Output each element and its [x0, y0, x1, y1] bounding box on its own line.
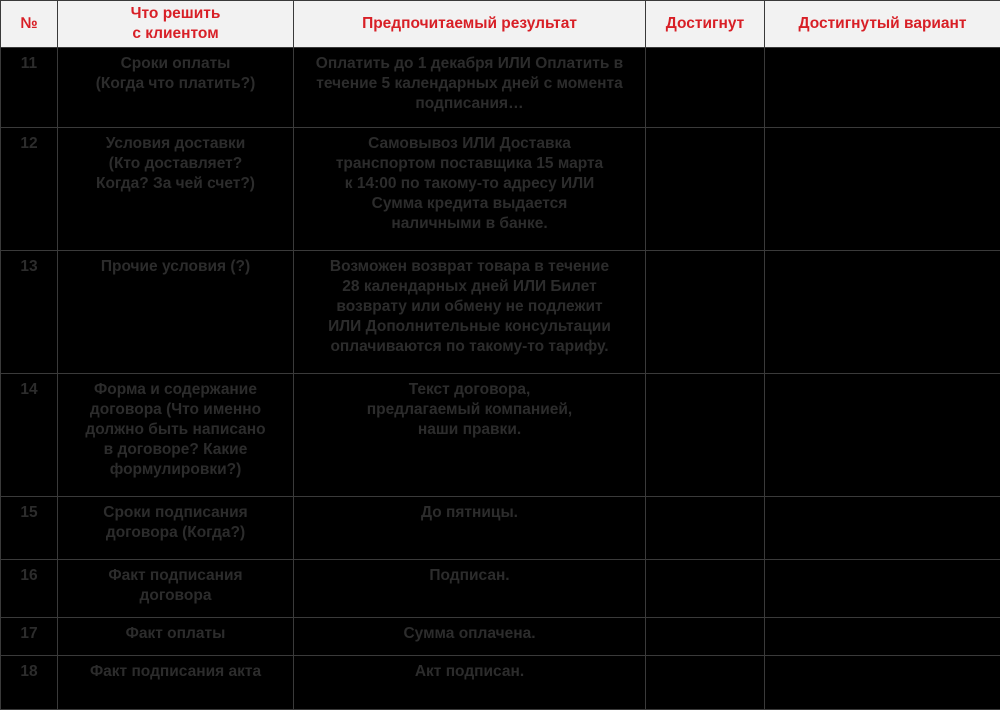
table-row	[1, 618, 1000, 656]
row-num: 11	[1, 48, 58, 128]
row-what: Факт подписания акта	[58, 656, 294, 710]
row-variant	[765, 618, 1000, 656]
row-preferred: Оплатить до 1 декабря ИЛИ Оплатить в течение 5 календарных дней с момента подписания…	[294, 48, 646, 128]
row-preferred: Возможен возврат товара в течение 28 календарных дней ИЛИ Билет возврату или обмену не подлежит ИЛИ Дополнительные консультации оплачиваются по такому-то тарифу.	[294, 251, 646, 374]
row-what: Факт оплаты	[58, 618, 294, 656]
row-variant	[765, 656, 1000, 710]
row-achieved	[646, 618, 765, 656]
row-achieved	[646, 497, 765, 560]
row-what: Форма и содержание договора (Что именно должно быть написано в договоре? Какие формулировки?)	[58, 374, 294, 497]
row-achieved	[646, 128, 765, 251]
row-preferred: Текст договора, предлагаемый компанией, наши правки.	[294, 374, 646, 497]
row-what: Сроки подписания договора (Когда?)	[58, 497, 294, 560]
row-variant	[765, 48, 1000, 128]
header-achieved-variant: Достигнутый вариант	[765, 1, 1000, 48]
row-num: 12	[1, 128, 58, 251]
row-num: 18	[1, 656, 58, 710]
row-num: 15	[1, 497, 58, 560]
row-achieved	[646, 560, 765, 618]
row-preferred: Сумма оплачена.	[294, 618, 646, 656]
table-row	[1, 48, 1000, 128]
row-what: Сроки оплаты (Когда что платить?)	[58, 48, 294, 128]
table-row	[1, 374, 1000, 497]
row-num: 17	[1, 618, 58, 656]
table-row	[1, 560, 1000, 618]
row-what: Прочие условия (?)	[58, 251, 294, 374]
row-preferred: До пятницы.	[294, 497, 646, 560]
row-what: Условия доставки (Кто доставляет? Когда? За чей счет?)	[58, 128, 294, 251]
header-what: Что решить с клиентом	[58, 1, 294, 48]
row-variant	[765, 128, 1000, 251]
table-row	[1, 251, 1000, 374]
row-variant	[765, 251, 1000, 374]
row-preferred: Самовывоз ИЛИ Доставка транспортом поставщика 15 марта к 14:00 по такому-то адресу ИЛИ Сумма кредита выдается наличными в банке.	[294, 128, 646, 251]
table-row	[1, 656, 1000, 710]
header-preferred: Предпочитаемый результат	[294, 1, 646, 48]
row-variant	[765, 560, 1000, 618]
header-num: №	[1, 1, 58, 48]
row-num: 16	[1, 560, 58, 618]
row-achieved	[646, 48, 765, 128]
row-variant	[765, 497, 1000, 560]
row-preferred: Акт подписан.	[294, 656, 646, 710]
row-achieved	[646, 251, 765, 374]
table-row	[1, 497, 1000, 560]
row-variant	[765, 374, 1000, 497]
row-what: Факт подписания договора	[58, 560, 294, 618]
row-achieved	[646, 656, 765, 710]
row-preferred: Подписан.	[294, 560, 646, 618]
row-achieved	[646, 374, 765, 497]
row-num: 14	[1, 374, 58, 497]
header-achieved: Достигнут	[646, 1, 765, 48]
table-row	[1, 128, 1000, 251]
row-num: 13	[1, 251, 58, 374]
header-row	[1, 1, 1000, 48]
